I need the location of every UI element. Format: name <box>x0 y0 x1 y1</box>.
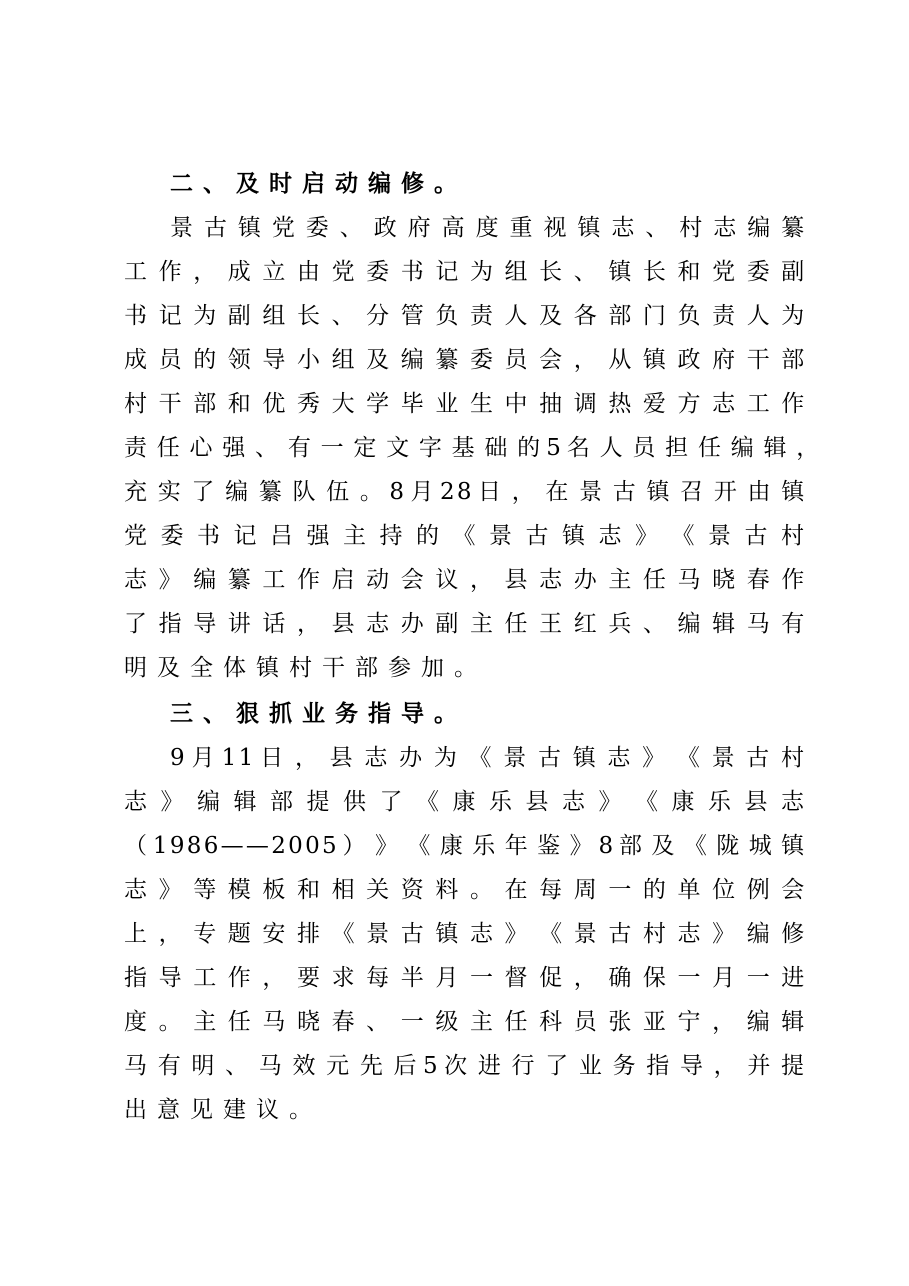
paragraph-line: 马 有 明 、 马 效 元 先 后 5 次 进 行 了 业 务 指 导 ， 并 提 <box>124 1053 805 1079</box>
paragraph-line: 志 》 等 模 板 和 相 关 资 料 。 在 每 周 一 的 单 位 例 会 <box>124 877 805 903</box>
paragraph-line: 村 干 部 和 优 秀 大 学 毕 业 生 中 抽 调 热 爱 方 志 工 作 <box>124 391 805 417</box>
paragraph-line: 上 ， 专 题 安 排 《 景 古 镇 志 》 《 景 古 村 志 》 编 修 <box>124 921 805 947</box>
paragraph-line: 明及全体镇村干部参加。 <box>124 655 487 681</box>
section-heading: 二、及时启动编修。 <box>170 171 467 197</box>
paragraph-line: 景 古 镇 党 委 、 政 府 高 度 重 视 镇 志 、 村 志 编 纂 <box>170 215 805 241</box>
paragraph-line: （ 1 9 8 6 — — 2 0 0 5 ） 》 《 康 乐 年 鉴 》 8 部 及 《 陇 城 镇 <box>124 833 805 859</box>
paragraph-line: 9 月 1 1 日 ， 县 志 办 为 《 景 古 镇 志 》 《 景 古 村 <box>170 745 805 771</box>
paragraph-line: 充 实 了 编 纂 队 伍 。 8 月 2 8 日 ， 在 景 古 镇 召 开 由 镇 <box>124 479 805 505</box>
paragraph-line: 出意见建议。 <box>124 1097 322 1123</box>
paragraph-line: 责 任 心 强 、 有 一 定 文 字 基 础 的 5 名 人 员 担 任 编 辑 ， <box>124 435 820 461</box>
paragraph-line: 成 员 的 领 导 小 组 及 编 纂 委 员 会 ， 从 镇 政 府 干 部 <box>124 347 805 373</box>
section-heading: 三、狠抓业务指导。 <box>170 701 467 727</box>
paragraph-line: 志 》 编 纂 工 作 启 动 会 议 ， 县 志 办 主 任 马 晓 春 作 <box>124 567 805 593</box>
paragraph-line: 书 记 为 副 组 长 、 分 管 负 责 人 及 各 部 门 负 责 人 为 <box>124 303 805 329</box>
paragraph-line: 度 。 主 任 马 晓 春 、 一 级 主 任 科 员 张 亚 宁 ， 编 辑 <box>124 1009 805 1035</box>
paragraph-line: 工 作 ， 成 立 由 党 委 书 记 为 组 长 、 镇 长 和 党 委 副 <box>124 259 805 285</box>
paragraph-line: 志 》 编 辑 部 提 供 了 《 康 乐 县 志 》 《 康 乐 县 志 <box>124 789 805 815</box>
paragraph-line: 党 委 书 记 吕 强 主 持 的 《 景 古 镇 志 》 《 景 古 村 <box>124 523 805 549</box>
paragraph-line: 了 指 导 讲 话 ， 县 志 办 副 主 任 王 红 兵 、 编 辑 马 有 <box>124 611 805 637</box>
paragraph-line: 指 导 工 作 ， 要 求 每 半 月 一 督 促 ， 确 保 一 月 一 进 <box>124 965 805 991</box>
